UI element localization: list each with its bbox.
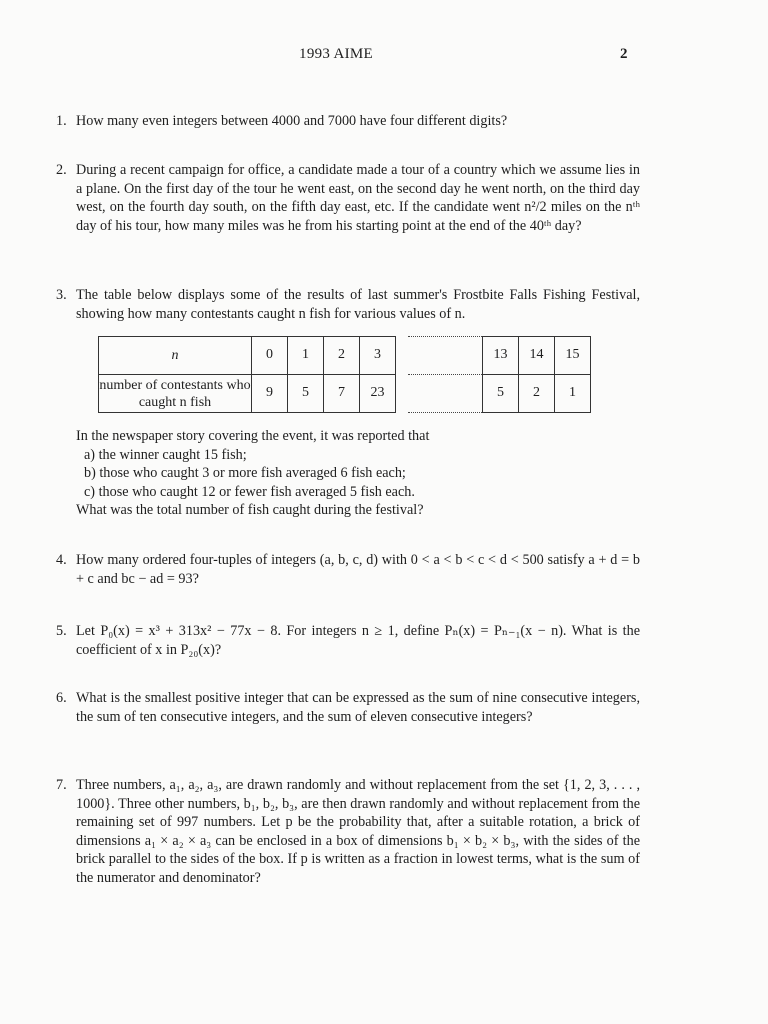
- condition-a: a) the winner caught 15 fish;: [84, 446, 247, 463]
- page-title: 1993 AIME: [299, 46, 373, 62]
- n-cell: 2: [324, 337, 360, 375]
- problem-text: The table below displays some of the results of last summer's Frostbite Falls Fishing Festival, showing how many contestants caught n fish for various values of n.: [76, 287, 640, 322]
- problem-7: [56, 776, 640, 888]
- problem-3-intro: In the newspaper story covering the event, it was reported that: [76, 428, 430, 444]
- n-cell: 14: [519, 337, 555, 375]
- problem-text: Three numbers, a₁, a₂, a₃, are drawn randomly and without replacement from the set {1, 2, 3, . . . , 1000}. Three other numbers, b₁, b₂, b₃, are then drawn randomly and without replacement from the remaining set of 997 numbers. Let p be the probability that, after a suitable rotation, a brick of dimensions a₁ × a₂ × a₃ can be enclosed in a box of dimensions b₁ × b₂ × b₃, with the sides of the brick parallel to the sides of the box. If p is written as a fraction in lowest terms, what is the sum of the numerator and denominator?: [76, 777, 640, 886]
- table-dots-middle: [408, 374, 482, 375]
- count-cell: 23: [360, 375, 396, 413]
- row-label-n: n: [99, 337, 252, 375]
- problem-text: Let P₀(x) = x³ + 313x² − 77x − 8. For integers n ≥ 1, define Pₙ(x) = Pₙ₋₁(x − n). What is the coefficient of x in P₂₀(x)?: [76, 623, 640, 658]
- page-number: 2: [620, 46, 628, 62]
- table-dots-top: [408, 336, 482, 337]
- problem-6: [56, 689, 640, 726]
- count-cell: 5: [288, 375, 324, 413]
- problem-1: [56, 112, 640, 131]
- count-cell: 1: [555, 375, 591, 413]
- page-header: [0, 45, 768, 67]
- row-label-contestants: number of contestants who caught n fish: [99, 375, 252, 413]
- problem-number: 7.: [56, 777, 67, 793]
- condition-b: b) those who caught 3 or more fish averaged 6 fish each;: [84, 465, 406, 482]
- count-cell: 5: [483, 375, 519, 413]
- problem-3-body: [76, 427, 640, 520]
- n-cell: 13: [483, 337, 519, 375]
- problem-number: 5.: [56, 623, 67, 639]
- table-right: [482, 336, 591, 413]
- problem-3: [56, 286, 640, 323]
- problem-4: [56, 551, 640, 588]
- problem-number: 2.: [56, 162, 67, 178]
- table-dots-bottom: [408, 412, 482, 413]
- count-cell: 2: [519, 375, 555, 413]
- count-cell: 9: [252, 375, 288, 413]
- problem-number: 4.: [56, 552, 67, 568]
- table-left: [98, 336, 396, 413]
- problem-3-continued: [56, 427, 640, 520]
- problem-text: How many even integers between 4000 and 7000 have four different digits?: [76, 113, 508, 129]
- condition-c: c) those who caught 12 or fewer fish averaged 5 fish each.: [84, 483, 415, 500]
- problem-text: How many ordered four-tuples of integers (a, b, c, d) with 0 < a < b < c < d < 500 satisfy a + d = b + c and bc − ad = 93?: [76, 552, 640, 587]
- n-cell: 3: [360, 337, 396, 375]
- problem-number: 3.: [56, 287, 67, 303]
- n-cell: 0: [252, 337, 288, 375]
- problem-number: 6.: [56, 690, 67, 706]
- n-cell: 15: [555, 337, 591, 375]
- n-cell: 1: [288, 337, 324, 375]
- problem-text: What is the smallest positive integer that can be expressed as the sum of nine consecutive integers, the sum of ten consecutive integers, and the sum of eleven consecutive integers?: [76, 690, 640, 725]
- problem-number: 1.: [56, 113, 67, 129]
- problem-2: [56, 161, 640, 235]
- count-cell: 7: [324, 375, 360, 413]
- problem-3-question: What was the total number of fish caught during the festival?: [76, 502, 424, 519]
- problem-5: [56, 622, 640, 659]
- problem-text: During a recent campaign for office, a candidate made a tour of a country which we assume lies in a plane. On the first day of the tour he went east, on the second day he went north, on the third day west, on the fourth day south, on the fifth day east, etc. If the candidate went n²/2 miles on the nᵗʰ day of his tour, how many miles was he from his starting point at the end of the 40ᵗʰ day?: [76, 162, 640, 234]
- fish-table: [98, 336, 600, 414]
